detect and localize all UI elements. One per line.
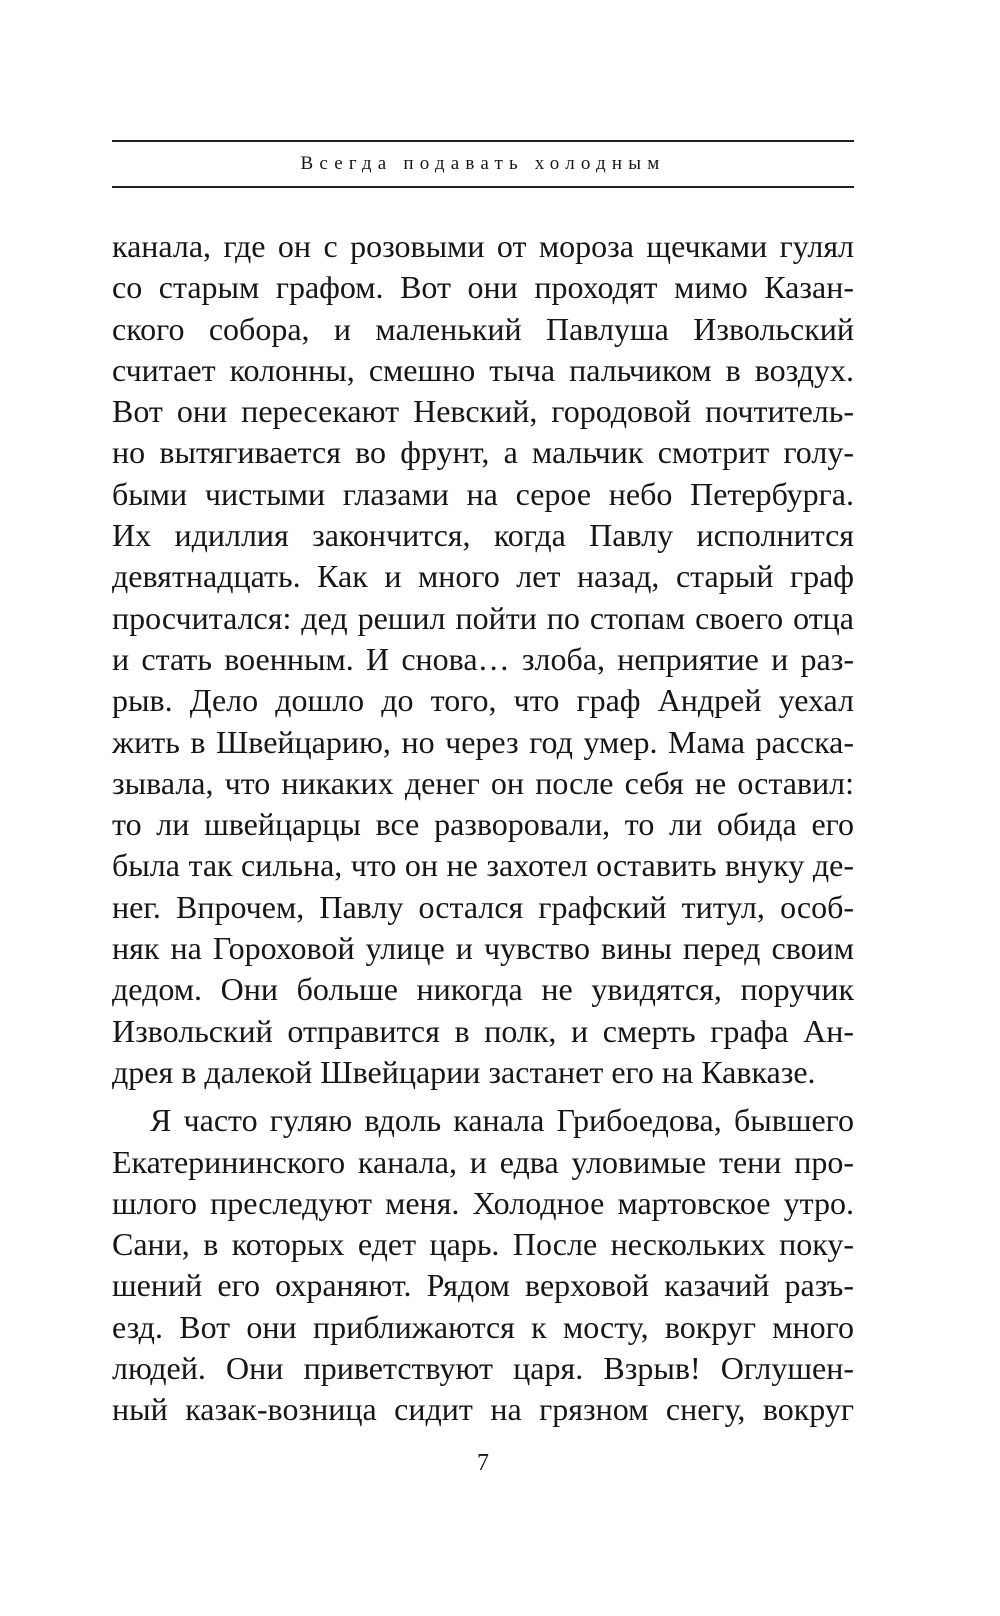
paragraph-2 (112, 1100, 854, 1430)
running-head: Всегда подавать холодным (300, 153, 666, 174)
text-line: канала, где он с розовыми от мороза щечками гулял (112, 228, 854, 264)
paragraph-1 (112, 226, 854, 1093)
text-line: и стать военным. И снова… злоба, неприятие и раз- (112, 640, 854, 677)
text-line: Екатерининского канала, и едва уловимые тени про- (112, 1143, 854, 1180)
text-line: людей. Они приветствуют царя. Взрыв! Оглушен- (112, 1350, 854, 1387)
body-text (112, 226, 854, 1431)
text-line: со старым графом. Вот они проходят мимо Казан- (112, 269, 854, 306)
text-line: Я часто гуляю вдоль канала Грибоедова, бывшего (150, 1102, 854, 1139)
text-line: была так сильна, что он не захотел оставить внуку де- (112, 847, 854, 884)
page-number: 7 (477, 1450, 489, 1476)
text-line: дедом. Они больше никогда не увидятся, поручик (112, 971, 854, 1008)
text-line: ный казак-возница сидит на грязном снегу, вокруг (112, 1391, 854, 1428)
text-line: езд. Вот они приближаются к мосту, вокруг много (112, 1308, 854, 1345)
text-line: Вот они пересекают Невский, городовой почтитель- (112, 393, 854, 430)
text-line: няк на Гороховой улице и чувство вины перед своим (112, 930, 854, 967)
text-line: считает колонны, смешно тыча пальчиком в воздух. (112, 351, 854, 388)
text-line: быми чистыми глазами на серое небо Петербурга. (112, 475, 854, 512)
text-line: рыв. Дело дошло до того, что граф Андрей уехал (112, 682, 854, 719)
text-line: нег. Впрочем, Павлу остался графский титул, особ- (112, 888, 854, 925)
text-line: шений его охраняют. Рядом верховой казачий разъ- (112, 1267, 854, 1304)
header-rule-bottom (112, 186, 854, 188)
paragraph-gap (112, 1093, 854, 1100)
text-line: девятнадцать. Как и много лет назад, старый граф (112, 558, 854, 595)
text-line: ского собора, и маленький Павлуша Извольский (112, 310, 854, 347)
text-line: дрея в далекой Швейцарии застанет его на Кавказе. (112, 1053, 816, 1090)
text-line: Извольский отправится в полк, и смерть графа Ан- (112, 1012, 854, 1049)
text-line: Их идиллия закончится, когда Павлу исполнится (112, 517, 854, 554)
text-line: то ли швейцарцы все разворовали, то ли обида его (112, 806, 854, 843)
text-line: жить в Швейцарию, но через год умер. Мама расска- (112, 723, 854, 760)
text-line: просчитался: дед решил пойти по стопам своего отца (112, 599, 854, 636)
text-line: Сани, в которых едет царь. После нескольких поку- (112, 1226, 854, 1263)
text-line: шлого преследуют меня. Холодное мартовское утро. (112, 1184, 854, 1221)
header-rule-top (112, 140, 854, 142)
text-line: но вытягивается во фрунт, а мальчик смотрит голу- (112, 434, 854, 471)
text-line: зывала, что никаких денег он после себя не оставил: (112, 764, 854, 801)
